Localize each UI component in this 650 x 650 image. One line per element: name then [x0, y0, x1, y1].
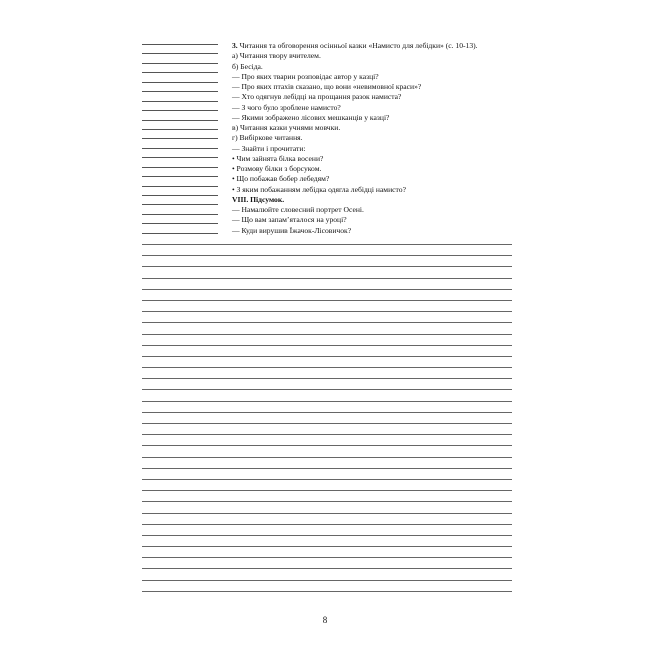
writing-rule — [142, 389, 512, 390]
writing-rule — [142, 255, 512, 256]
margin-rule — [142, 82, 218, 83]
writing-rule — [142, 367, 512, 368]
lesson-text — [232, 41, 532, 236]
writing-rule — [142, 501, 512, 502]
writing-rule — [142, 278, 512, 279]
writing-rule — [142, 468, 512, 469]
lesson-line: в) Читання казки учнями мовчки. — [232, 123, 341, 132]
margin-rule — [142, 157, 218, 158]
writing-rule — [142, 490, 512, 491]
writing-rule — [142, 434, 512, 435]
writing-rule — [142, 568, 512, 569]
lesson-line: • Чим зайнята білка восени? — [232, 153, 324, 163]
lesson-line: • Що побажав бобер лебедям? — [232, 174, 330, 184]
margin-rule — [142, 63, 218, 64]
margin-rule — [142, 120, 218, 121]
writing-rule — [142, 334, 512, 335]
lesson-line: а) Читання твору вчителем. — [232, 51, 321, 61]
lesson-line: — Знайти і прочитати: — [232, 143, 306, 153]
lesson-line: — Куди вирушив Їжачок-Лісовичок? — [232, 225, 352, 235]
writing-rule — [142, 300, 512, 301]
lesson-line: — Що вам запам’яталося на уроці? — [232, 215, 347, 225]
writing-rule — [142, 535, 512, 536]
lesson-line: — Про яких птахів сказано, що вони «невимовної краси»? — [232, 82, 422, 91]
writing-rule — [142, 546, 512, 547]
margin-rule — [142, 110, 218, 111]
writing-rule — [142, 479, 512, 480]
writing-rule — [142, 524, 512, 525]
writing-rule — [142, 591, 512, 592]
margin-rule — [142, 53, 218, 54]
writing-rule — [142, 557, 512, 558]
margin-rule — [142, 186, 218, 187]
writing-rule — [142, 401, 512, 402]
writing-rule — [142, 378, 512, 379]
writing-rule — [142, 345, 512, 346]
margin-rule — [142, 176, 218, 177]
margin-rule — [142, 195, 218, 196]
writing-rule — [142, 412, 512, 413]
lesson-line: • Розмову білки з борсуком. — [232, 164, 322, 173]
margin-rule — [142, 129, 218, 130]
margin-rule — [142, 101, 218, 102]
margin-rule — [142, 44, 218, 45]
writing-rule — [142, 457, 512, 458]
writing-rule — [142, 356, 512, 357]
margin-note-lines — [142, 44, 218, 242]
lesson-line: — Якими зображено лісових мешканців у казці? — [232, 112, 390, 122]
margin-rule — [142, 223, 218, 224]
writing-rule — [142, 266, 512, 267]
margin-rule — [142, 91, 218, 92]
margin-rule — [142, 233, 218, 234]
lesson-line: — З чого було зроблене намисто? — [232, 102, 341, 112]
lesson-line: б) Бесіда. — [232, 61, 263, 71]
margin-rule — [142, 204, 218, 205]
writing-rule — [142, 311, 512, 312]
writing-rule — [142, 244, 512, 245]
writing-rule — [142, 513, 512, 514]
writing-rule — [142, 580, 512, 581]
margin-rule — [142, 167, 218, 168]
writing-rule — [142, 423, 512, 424]
writing-rule — [142, 445, 512, 446]
lesson-line: • З яким побажанням лебідка одягла лебідці намисто? — [232, 184, 406, 194]
page-number: 8 — [322, 615, 328, 625]
margin-rule — [142, 148, 218, 149]
lesson-line: г) Вибіркове читання. — [232, 133, 303, 143]
margin-rule — [142, 214, 218, 215]
writing-rule — [142, 289, 512, 290]
writing-lines — [142, 244, 512, 602]
section-heading: VIII. Підсумок. — [232, 194, 285, 204]
lesson-line: — Намалюйте словесний портрет Осені. — [232, 205, 364, 214]
margin-rule — [142, 138, 218, 139]
margin-rule — [142, 72, 218, 73]
lesson-line: 3. Читання та обговорення осінньої казки «Намисто для лебідки» (с. 10-13). — [232, 41, 478, 50]
lesson-line: — Хто одягнув лебідці на прощання разок намиста? — [232, 92, 402, 102]
lesson-line: — Про яких тварин розповідає автор у казці? — [232, 71, 379, 81]
writing-rule — [142, 322, 512, 323]
